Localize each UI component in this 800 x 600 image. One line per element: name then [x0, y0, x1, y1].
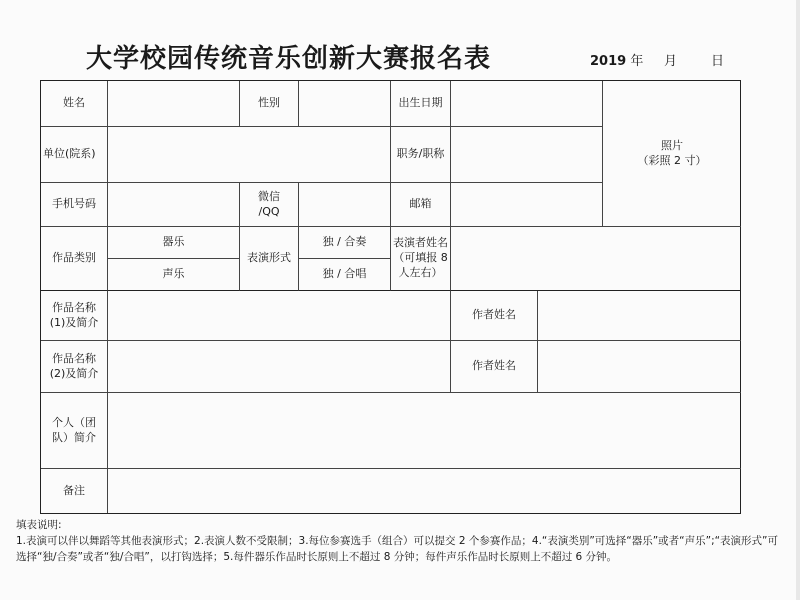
form-opt1: 独 / 合奏: [322, 235, 367, 249]
unit-label: 单位(院系): [43, 147, 96, 161]
gender-label-cell: [240, 81, 299, 127]
author1-input-cell[interactable]: [538, 291, 741, 341]
author1-label-cell: [451, 291, 538, 341]
work1-label-cell: [41, 291, 108, 341]
form-option-chorus[interactable]: [299, 259, 391, 291]
form-title: 大学校园传统音乐创新大赛报名表: [86, 44, 492, 74]
wechat-input-cell[interactable]: [299, 183, 391, 227]
phone-label-cell: [41, 183, 108, 227]
name-label: 姓名: [63, 96, 85, 110]
birth-input-cell[interactable]: [451, 81, 603, 127]
form-label: 表演形式: [247, 251, 291, 265]
phone-input-cell[interactable]: [108, 183, 240, 227]
birth-label-cell: [391, 81, 451, 127]
name-input-cell[interactable]: [108, 81, 240, 127]
category-option-vocal[interactable]: [108, 259, 240, 291]
position-input-cell[interactable]: [451, 127, 603, 183]
performers-input-cell[interactable]: [451, 227, 741, 291]
form-opt2: 独 / 合唱: [322, 267, 367, 281]
name-label-cell: [41, 81, 108, 127]
category-option-instrumental[interactable]: [108, 227, 240, 259]
month-unit: 月: [664, 54, 678, 69]
remark-label: 备注: [63, 483, 85, 497]
author2-label: 作者姓名: [472, 359, 516, 373]
scan-edge: [796, 0, 800, 600]
gender-input-cell[interactable]: [299, 81, 391, 127]
wechat-label-1: 微信: [258, 189, 280, 203]
work2-input-cell[interactable]: [108, 341, 451, 393]
date-year: [590, 50, 643, 69]
wechat-label-cell: [240, 183, 299, 227]
birth-label: 出生日期: [398, 96, 443, 110]
work2-label-1: 作品名称: [52, 351, 96, 365]
remark-label-cell: [41, 469, 108, 513]
wechat-label-2: /QQ: [258, 204, 280, 218]
unit-input-cell[interactable]: [108, 127, 391, 183]
day-unit: 日: [711, 54, 725, 69]
instructions-heading: 填表说明:: [16, 519, 62, 531]
instructions-text: 1.表演可以伴以舞蹈等其他表演形式；2.表演人数不受限制；3.每位参赛选手（组合）可以提交 2 个参赛作品；4.“表演类别”可选择“器乐”或者“声乐”;“表演形式”可选择“独/合奏”或者“独/合唱”，以打钩选择；5.每件器乐作品时长原则上不超过 8 分钟；每件声乐作品时长原则上不超过 6 分钟。: [16, 535, 778, 563]
work2-label-2: (2)及简介: [49, 366, 99, 380]
work1-input-cell[interactable]: [108, 291, 451, 341]
intro-label-2: 队）简介: [52, 430, 96, 444]
email-input-cell[interactable]: [451, 183, 603, 227]
year-value: 2019: [590, 54, 627, 69]
position-label: 职务/职称: [396, 147, 445, 161]
year-unit: 年: [630, 54, 644, 69]
form-label-cell: [240, 227, 299, 291]
intro-label-1: 个人（团: [52, 415, 96, 429]
performers-label-cell: [391, 227, 451, 291]
author2-input-cell[interactable]: [538, 341, 741, 393]
unit-label-cell: [41, 127, 108, 183]
position-label-cell: [391, 127, 451, 183]
gender-label: 性别: [258, 96, 280, 110]
intro-input-cell[interactable]: [108, 393, 741, 469]
work1-label-2: (1)及简介: [49, 315, 99, 329]
category-opt1: 器乐: [162, 235, 185, 249]
intro-label-cell: [41, 393, 108, 469]
category-label-cell: [41, 227, 108, 291]
work1-label-1: 作品名称: [52, 300, 96, 314]
remark-input-cell[interactable]: [108, 469, 741, 513]
author1-label: 作者姓名: [472, 308, 516, 322]
author2-label-cell: [451, 341, 538, 393]
photo-label: 照片: [661, 138, 683, 152]
work2-label-cell: [41, 341, 108, 393]
photo-hint: （彩照 2 寸）: [637, 153, 707, 167]
email-label-cell: [391, 183, 451, 227]
email-label: 邮箱: [409, 197, 432, 211]
category-label: 作品类别: [52, 251, 96, 265]
registration-form: [40, 80, 741, 514]
form-option-ensemble[interactable]: [299, 227, 391, 259]
phone-label: 手机号码: [52, 197, 96, 211]
photo-cell[interactable]: [603, 81, 741, 227]
instructions: [16, 517, 786, 565]
category-opt2: 声乐: [162, 267, 185, 281]
performers-label: 表演者姓名（可填报 8 人左右）: [393, 236, 448, 279]
